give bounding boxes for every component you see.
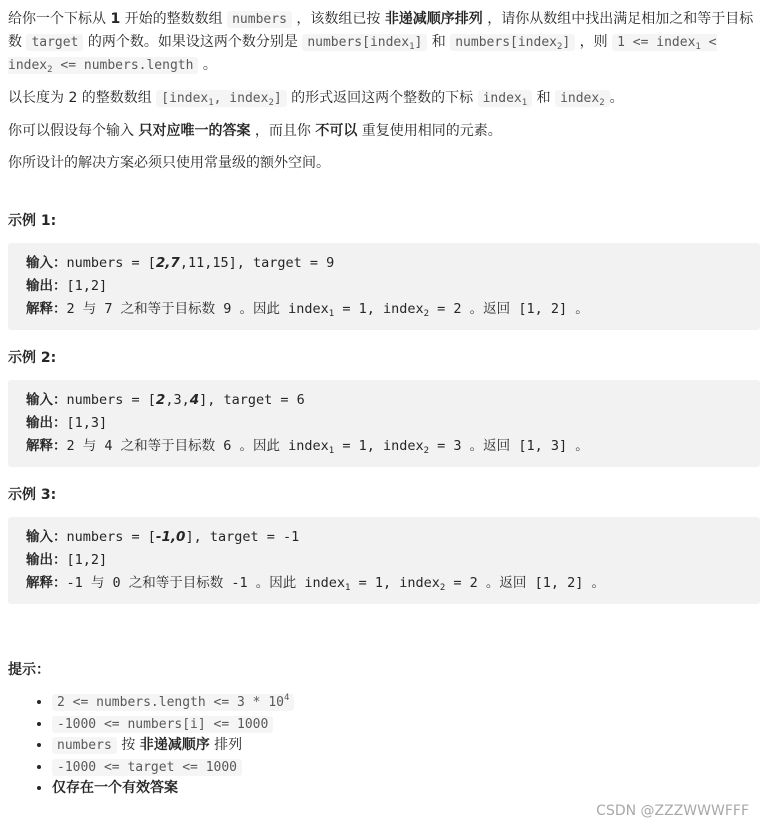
constraints-list xyxy=(8,692,760,800)
output-label: 输出： xyxy=(26,552,67,568)
list-item xyxy=(52,692,760,714)
explain-label: 解释： xyxy=(26,575,67,591)
text: 给你一个下标从 xyxy=(8,11,111,27)
inline-code: numbers[index$_1$] xyxy=(302,34,427,51)
text: 。 xyxy=(198,57,217,73)
assumption-note: 你可以假设每个输入 只对应唯一的答案 ，而且你 不可以 重复使用相同的元素。 xyxy=(8,123,502,139)
text: ，该数组已按 xyxy=(291,11,385,27)
example-1-title: 示例 1: xyxy=(8,213,57,229)
inline-code: target xyxy=(26,34,83,51)
text: 开始的整数数组 xyxy=(120,11,228,27)
list-item xyxy=(52,714,760,736)
output-label: 输出： xyxy=(26,415,67,431)
list-item: • numbers 按 非递减顺序 排列 xyxy=(52,735,760,757)
input-label: 输入： xyxy=(26,529,67,545)
bold-text: 非递减顺序 xyxy=(139,737,210,753)
inline-code: index$_1$ xyxy=(478,90,533,107)
inline-code: -1000 <= numbers[i] <= 1000 xyxy=(52,716,273,733)
input-label: 输入： xyxy=(26,392,67,408)
text: 的两个数。如果设这两个数分别是 xyxy=(83,34,303,50)
list-item xyxy=(52,757,760,779)
explain-label: 解释： xyxy=(26,301,67,317)
return-format: 以长度为 2 的整数数组 [index$_1$, index$_2$] 的形式返回这两个整数的下标 index$_1$ 和 index$_2$ 。 xyxy=(8,90,624,108)
inline-code: numbers xyxy=(227,11,292,28)
output-label: 输出： xyxy=(26,278,67,294)
tips-title: 提示： xyxy=(8,662,50,678)
inline-code: 1 <= index$_1$ < index$_2$ <= numbers.length xyxy=(8,35,717,75)
example-2-title: 示例 2: xyxy=(8,350,57,366)
example-1-block: 输入：numbers = [2,7,11,15], target = 9 输出：[1,2] 解释：2 与 7 之和等于目标数 9 。因此 index$_1$ = 1, index$_2$ = 2 。返回 [1, 2] 。 xyxy=(8,243,760,330)
inline-code: [index$_1$, index$_2$] xyxy=(156,90,286,107)
input-label: 输入： xyxy=(26,255,67,271)
problem-description xyxy=(8,0,760,800)
example-3-title: 示例 3: xyxy=(8,487,57,503)
example-3-block: 输入：numbers = [-1,0], target = -1 输出：[1,2] 解释：-1 与 0 之和等于目标数 -1 。因此 index$_1$ = 1, index$_2$ = 2 。返回 [1, 2] 。 xyxy=(8,517,760,604)
list-item xyxy=(52,778,760,800)
bold-text: 不可以 xyxy=(315,123,358,139)
inline-code: index$_2$ xyxy=(555,90,610,107)
bold-text: 仅存在一个有效答案 xyxy=(52,780,178,796)
bold-text: 1 xyxy=(110,11,121,27)
example-2-block: 输入：numbers = [2,3,4], target = 6 输出：[1,3] 解释：2 与 4 之和等于目标数 6 。因此 index$_1$ = 1, index$_2$ = 3 。返回 [1, 3] 。 xyxy=(8,380,760,467)
bold-text: 非递减顺序排列 xyxy=(384,11,483,27)
space-constraint-note: 你所设计的解决方案必须只使用常量级的额外空间。 xyxy=(8,155,330,171)
inline-code: numbers[index$_2$] xyxy=(450,34,575,51)
explain-label: 解释： xyxy=(26,438,67,454)
watermark: CSDN @ZZZWWWFFF xyxy=(596,803,749,819)
text: ，则 xyxy=(575,34,613,50)
text: ，请你从数组中找出满足相加之和等于目标数 xyxy=(8,11,754,50)
bold-text: 只对应唯一的答案 xyxy=(138,123,251,139)
text: 和 xyxy=(427,34,451,50)
problem-statement xyxy=(8,0,760,77)
inline-code: numbers xyxy=(52,737,117,754)
inline-code: 2 <= numbers.length <= $3 * 10^4$ xyxy=(52,694,294,711)
inline-code: -1000 <= target <= 1000 xyxy=(52,759,242,776)
